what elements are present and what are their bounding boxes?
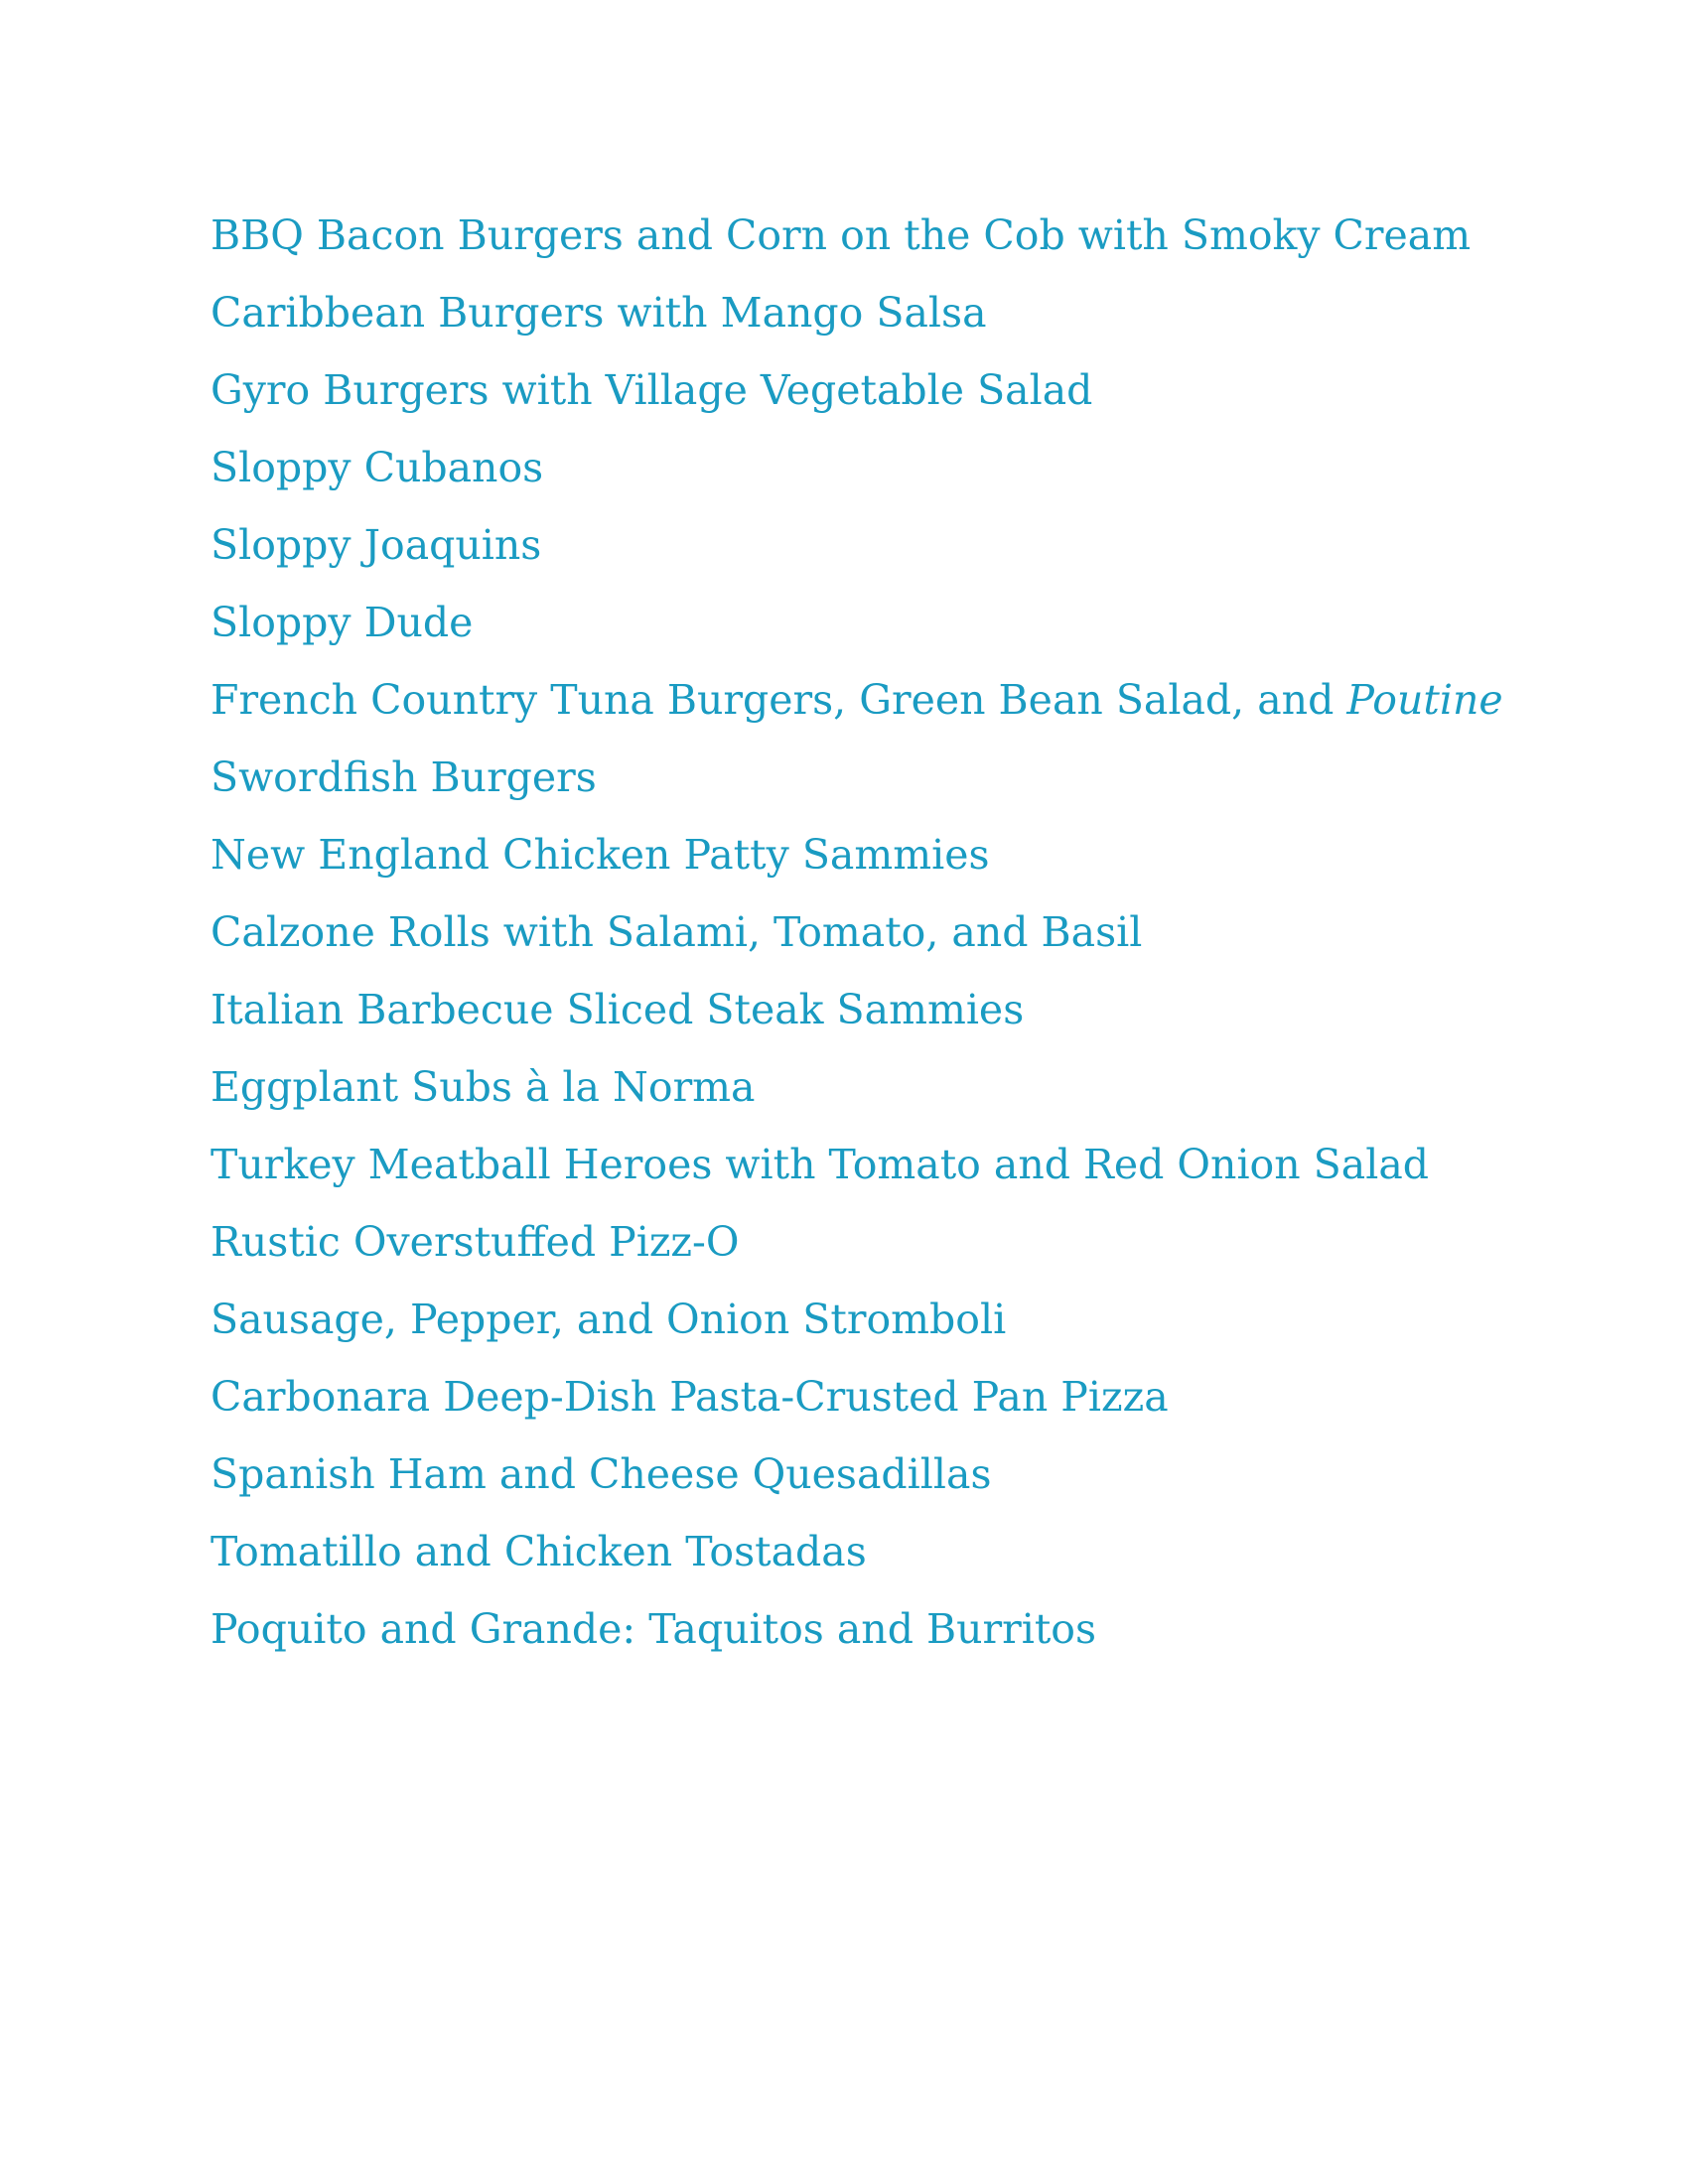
recipe-link-text: French Country Tuna Burgers, Green Bean Salad, and (211, 676, 1347, 724)
recipe-link-gyro-burgers[interactable]: Gyro Burgers with Village Vegetable Salad (211, 366, 1093, 414)
recipe-link-caribbean-burgers[interactable]: Caribbean Burgers with Mango Salsa (211, 289, 987, 337)
recipe-link-poquito-and-grande[interactable]: Poquito and Grande: Taquitos and Burritos (211, 1605, 1097, 1653)
recipe-link-turkey-meatball-heroes[interactable]: Turkey Meatball Heroes with Tomato and Red Onion Salad (211, 1141, 1430, 1188)
recipe-link-italian-barbecue-steak[interactable]: Italian Barbecue Sliced Steak Sammies (211, 986, 1025, 1033)
recipe-link-sloppy-dude[interactable]: Sloppy Dude (211, 599, 474, 646)
recipe-link-list (211, 197, 1501, 1668)
recipe-link-carbonara-pizza[interactable]: Carbonara Deep-Dish Pasta-Crusted Pan Pizza (211, 1373, 1169, 1421)
recipe-link-eggplant-subs[interactable]: Eggplant Subs à la Norma (211, 1063, 756, 1111)
recipe-link-sloppy-joaquins[interactable]: Sloppy Joaquins (211, 521, 542, 569)
recipe-link-sloppy-cubanos[interactable]: Sloppy Cubanos (211, 444, 544, 491)
recipe-link-bbq-bacon-burgers[interactable]: BBQ Bacon Burgers and Corn on the Cob with Smoky Cream (211, 211, 1472, 259)
recipe-link-french-country-tuna-burgers[interactable] (211, 661, 1501, 739)
recipe-link-new-england-chicken-patty[interactable]: New England Chicken Patty Sammies (211, 831, 990, 879)
recipe-link-italic-text: Poutine (1346, 676, 1503, 724)
recipe-link-swordfish-burgers[interactable]: Swordfish Burgers (211, 753, 597, 801)
recipe-link-calzone-rolls[interactable]: Calzone Rolls with Salami, Tomato, and Basil (211, 908, 1143, 956)
recipe-link-rustic-pizz-o[interactable]: Rustic Overstuffed Pizz-O (211, 1218, 740, 1266)
recipe-link-tomatillo-tostadas[interactable]: Tomatillo and Chicken Tostadas (211, 1528, 867, 1575)
recipe-link-sausage-stromboli[interactable]: Sausage, Pepper, and Onion Stromboli (211, 1296, 1007, 1343)
recipe-link-spanish-quesadillas[interactable]: Spanish Ham and Cheese Quesadillas (211, 1450, 992, 1498)
